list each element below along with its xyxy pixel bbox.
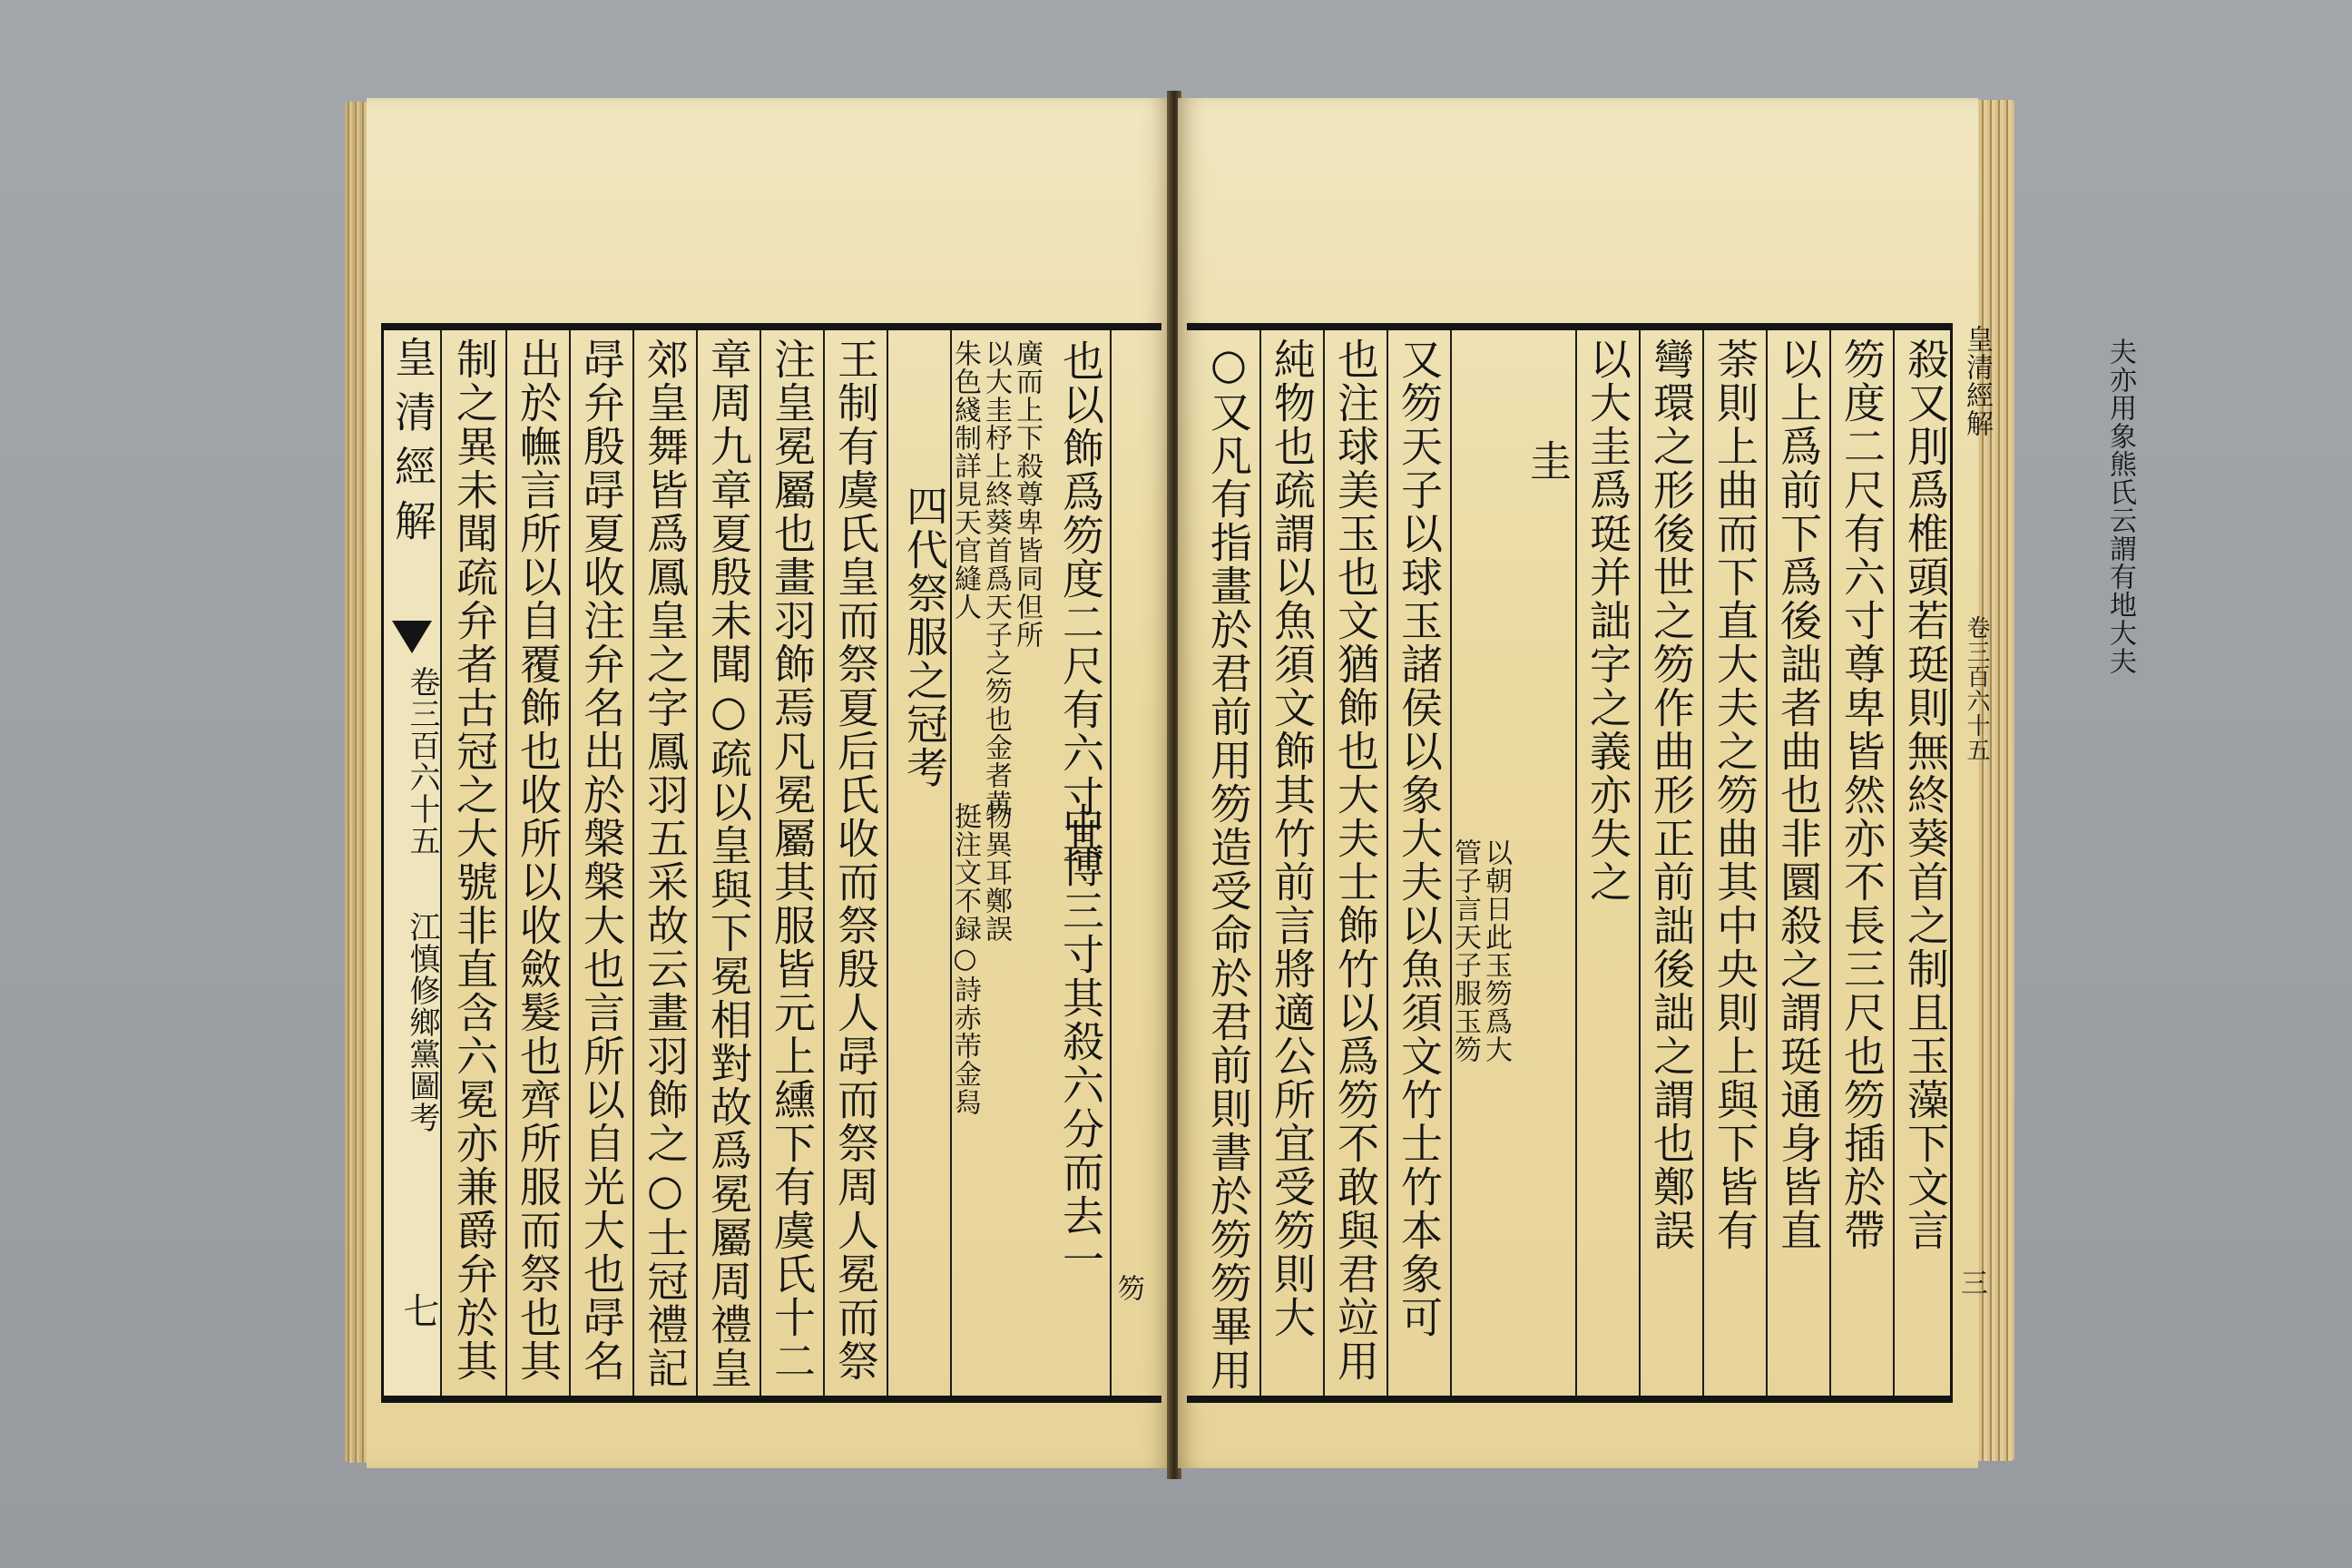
text-column-r4: 荼則上曲而下直大夫之笏曲其中央則上與下皆有 — [1710, 338, 1759, 1252]
note-column-r2: 以朝日此玉笏爲大 — [1480, 838, 1512, 1063]
text-column-r3: 以上爲前下爲後詘者曲也非圜殺之謂珽通身皆直 — [1774, 338, 1823, 1252]
left-page-spine-strip — [384, 330, 440, 1396]
text-column-4: 郊皇舞皆爲鳳皇之字鳳羽五采故云畫羽飾之○士冠禮記 — [641, 338, 690, 1390]
right-page-spine-strip — [1951, 325, 1993, 1387]
spine-folio: 七 — [397, 1292, 439, 1328]
right-spine-volume: 卷三百六十五 — [1963, 615, 1990, 762]
column-rule — [1893, 330, 1895, 1396]
text-column-r2: 笏度二尺有六寸尊卑皆然亦不長三尺也笏插於帶 — [1838, 338, 1886, 1252]
note-column-3: 廣而上下殺尊卑皆同但所 — [1011, 339, 1043, 649]
column-rule — [1829, 330, 1831, 1396]
text-column-1: 制之異未聞疏弁者古冠之大號非直含六冕亦兼爵弁於其 — [450, 338, 499, 1383]
column-rule — [440, 330, 442, 1396]
text-column-r1: 殺又刖爲椎頭若珽則無終葵首之制且玉藻下文言 — [1901, 338, 1950, 1252]
column-rule — [1259, 330, 1261, 1396]
column-rule — [569, 330, 571, 1396]
edge-fragment: 笏 — [1112, 1274, 1144, 1302]
text-column-r11: ○又凡有指畫於君前用笏造受命於君前則書於笏笏畢用 — [1204, 339, 1253, 1392]
text-column-8: 也以飾爲笏度二尺有六寸其 — [1056, 339, 1105, 862]
open-book — [345, 91, 2136, 1488]
text-column-7: 王制有虞氏皇而祭夏后氏收而祭殷人冔而祭周人冕而祭 — [831, 338, 880, 1383]
text-column-6: 注皇冕屬也畫羽飾焉凡冕屬其服皆元上纁下有虞氏十二 — [768, 338, 817, 1383]
text-column-5: 章周九章夏殷未聞○疏以皇與下冕相對故爲冕屬周禮皇 — [704, 338, 753, 1390]
spine-fishtail-mark — [392, 621, 432, 653]
column-rule — [1323, 330, 1325, 1396]
column-rule — [1702, 330, 1704, 1396]
spine-book-title: 皇清經解 — [388, 336, 437, 554]
column-rule — [505, 330, 507, 1396]
text-column-r7: 圭 — [1524, 439, 1573, 483]
column-rule — [1639, 330, 1641, 1396]
note-column-5: 物異耳鄭誤 — [980, 802, 1012, 943]
right-spine-title: 皇清經解 — [1961, 325, 1993, 437]
column-rule — [1575, 330, 1577, 1396]
hidden-note: 夫亦用象熊氏云謂有地大夫 — [2104, 338, 2136, 675]
left-page — [367, 98, 1171, 1468]
note-column-r1: 管子言天子服玉笏 — [1449, 838, 1481, 1063]
text-column-r6: 以大圭爲珽并詘字之義亦失之 — [1583, 338, 1632, 904]
column-rule — [1766, 330, 1768, 1396]
column-rule — [760, 330, 761, 1396]
note-column-1: 朱色綫制詳見天官縫人 — [949, 339, 981, 621]
column-rule — [696, 330, 698, 1396]
spine-volume: 卷三百六十五 — [404, 666, 440, 857]
text-column-r5: 彎環之形後世之笏作曲形正前詘後詘之謂也鄭誤 — [1647, 338, 1696, 1252]
right-spine-folio: 三 — [1955, 1269, 1987, 1296]
column-rule — [632, 330, 634, 1396]
column-rule — [1110, 330, 1112, 1396]
spine-author: 江慎修鄉黨圖考 — [404, 911, 440, 1133]
text-column-9: 中博三寸其殺六分而去一 — [1056, 802, 1105, 1281]
text-column-r9: 也注球美玉也文猶飾也大夫士飾竹以爲笏不敢與君竝用 — [1331, 338, 1380, 1383]
text-column-2: 出於幠言所以自覆飾也收所以收斂髮也齊所服而祭也其 — [514, 338, 563, 1383]
note-column-2: 以大圭杼上終葵首爲天子之笏也金者黄 — [980, 339, 1012, 818]
section-heading: 四代祭服之冠考 — [900, 485, 949, 789]
right-page — [1178, 98, 2136, 1468]
text-column-3: 冔弁殷冔夏收注弁名出於槃槃大也言所以自光大也冔名 — [577, 338, 626, 1383]
column-rule — [887, 330, 888, 1396]
text-column-r10: 純物也疏謂以魚須文飾其竹前言將適公所宜受笏則大 — [1268, 338, 1317, 1339]
column-rule — [823, 330, 825, 1396]
text-column-r8: 又笏天子以球玉諸侯以象大夫以魚須文竹士竹本象可 — [1395, 338, 1444, 1339]
note-column-4: 挺注文不録○詩赤芾金舄 — [949, 802, 981, 1116]
column-rule — [1387, 330, 1388, 1396]
left-text-frame — [381, 323, 1161, 1403]
